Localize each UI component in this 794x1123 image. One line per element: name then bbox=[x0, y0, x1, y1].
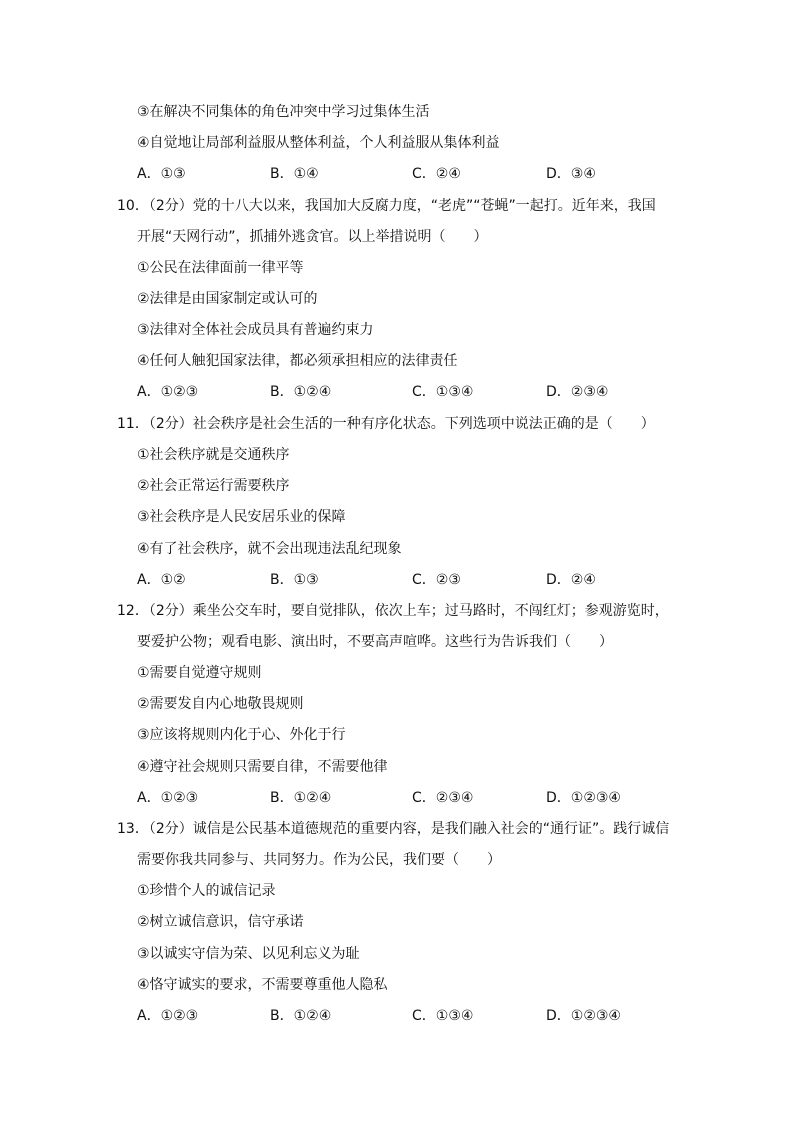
q13-item-1: ①珍惜个人的诚信记录 bbox=[137, 883, 276, 899]
q11-option-d[interactable]: D．②④ bbox=[546, 572, 596, 588]
q13-options bbox=[137, 1007, 697, 1025]
q12-option-a[interactable]: A．①②③ bbox=[137, 790, 199, 806]
q10-item-4: ④任何人触犯国家法律，都必须承担相应的法律责任 bbox=[137, 353, 458, 369]
q11-item-4: ④有了社会秩序，就不会出现违法乱纪现象 bbox=[137, 541, 402, 557]
q13-item-3: ③以诚实守信为荣、以见利忘义为耻 bbox=[137, 946, 360, 962]
q10-option-a[interactable]: A．①②③ bbox=[137, 384, 199, 400]
q12-option-c[interactable]: C．②③④ bbox=[412, 790, 474, 806]
q10-stem-line-2: 开展“天网行动”，抓捕外逃贪官。以上举措说明（ ） bbox=[137, 229, 488, 245]
q11-item-3: ③社会秩序是人民安居乐业的保障 bbox=[137, 509, 346, 525]
q13-stem-line-2: 需要你我共同参与、共同努力。作为公民，我们要（ ） bbox=[137, 852, 501, 868]
q12-item-2: ②需要发自内心地敬畏规则 bbox=[137, 696, 304, 712]
q10-option-c[interactable]: C．①③④ bbox=[412, 384, 474, 400]
q12-item-1: ①需要自觉遵守规则 bbox=[137, 665, 262, 681]
q13-option-d[interactable]: D．①②③④ bbox=[546, 1008, 621, 1024]
q12-stem-line-1: 12．（2分）乘坐公交车时，要自觉排队，依次上车；过马路时，不闯红灯；参观游览时， bbox=[117, 603, 669, 619]
q10-option-d[interactable]: D．②③④ bbox=[546, 384, 609, 400]
q12-option-b[interactable]: B．①②④ bbox=[270, 790, 332, 806]
q13-item-2: ②树立诚信意识，信守承诺 bbox=[137, 914, 304, 930]
q12-option-d[interactable]: D．①②③④ bbox=[546, 790, 621, 806]
q10-item-3: ③法律对全体社会成员具有普遍约束力 bbox=[137, 322, 374, 338]
q13-item-4: ④恪守诚实的要求，不需要尊重他人隐私 bbox=[137, 977, 388, 993]
q11-item-2: ②社会正常运行需要秩序 bbox=[137, 478, 290, 494]
q10-options bbox=[137, 383, 697, 401]
q11-stem-line-1: 11．（2分）社会秩序是社会生活的一种有序化状态。下列选项中说法正确的是（ ） bbox=[117, 416, 655, 432]
q13-option-b[interactable]: B．①②④ bbox=[270, 1008, 332, 1024]
q13-stem-line-1: 13．（2分）诚信是公民基本道德规范的重要内容，是我们融入社会的“通行证”。践行诚信 bbox=[117, 821, 670, 837]
q11-options bbox=[137, 571, 697, 589]
q9-option-a[interactable]: A．①③ bbox=[137, 166, 186, 182]
q10-option-b[interactable]: B．①②④ bbox=[270, 384, 332, 400]
q11-item-1: ①社会秩序就是交通秩序 bbox=[137, 447, 290, 463]
q12-item-3: ③应该将规则内化于心、外化于行 bbox=[137, 727, 346, 743]
q13-option-c[interactable]: C．①③④ bbox=[412, 1008, 474, 1024]
q12-stem-line-2: 要爱护公物；观看电影、演出时，不要高声喧哗。这些行为告诉我们（ ） bbox=[137, 634, 613, 650]
q13-option-a[interactable]: A．①②③ bbox=[137, 1008, 199, 1024]
q12-options bbox=[137, 789, 697, 807]
q11-option-c[interactable]: C．②③ bbox=[412, 572, 461, 588]
q9-item-3: ③在解决不同集体的角色冲突中学习过集体生活 bbox=[137, 104, 430, 120]
q9-option-d[interactable]: D．③④ bbox=[546, 166, 596, 182]
q10-item-1: ①公民在法律面前一律平等 bbox=[137, 260, 304, 276]
q10-stem-line-1: 10．（2分）党的十八大以来，我国加大反腐力度，“老虎”“苍蝇”一起打。近年来，我国 bbox=[117, 198, 656, 214]
q9-option-c[interactable]: C．②④ bbox=[412, 166, 461, 182]
q11-option-a[interactable]: A．①② bbox=[137, 572, 186, 588]
q9-options bbox=[137, 165, 697, 183]
q12-item-4: ④遵守社会规则只需要自律，不需要他律 bbox=[137, 759, 388, 775]
q9-item-4: ④自觉地让局部利益服从整体利益，个人利益服从集体利益 bbox=[137, 135, 500, 151]
q10-item-2: ②法律是由国家制定或认可的 bbox=[137, 291, 318, 307]
q11-option-b[interactable]: B．①③ bbox=[270, 572, 319, 588]
q9-option-b[interactable]: B．①④ bbox=[270, 166, 319, 182]
